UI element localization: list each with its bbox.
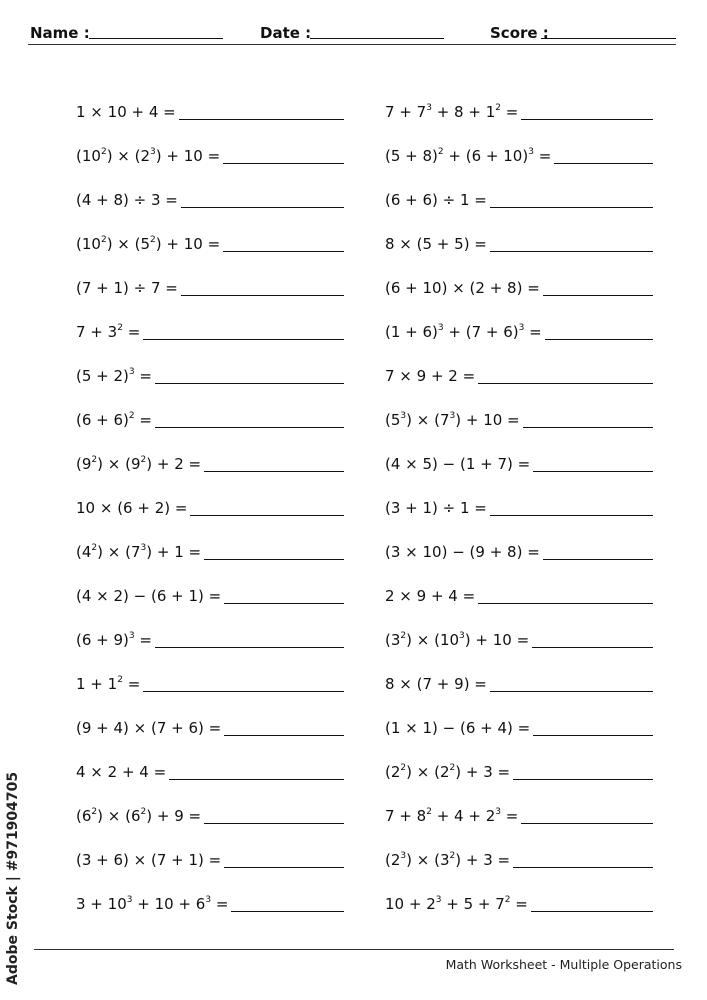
answer-blank[interactable] [532,647,653,648]
answer-blank[interactable] [155,647,344,648]
score-label: Score : [490,24,549,42]
answer-blank[interactable] [224,867,344,868]
answer-blank[interactable] [521,119,653,120]
problem-row [385,78,653,122]
answer-blank[interactable] [179,119,344,120]
problem-row [76,122,344,166]
exponent: 3 [528,147,534,157]
exponent: 3 [495,807,501,817]
answer-blank[interactable] [224,735,344,736]
problem-row [76,606,344,650]
problem-row [385,606,653,650]
problem-expression: $1 + 1^2$ = [76,675,141,693]
problem-expression: (4 × 5) − (1 + 7) = [385,455,531,473]
answer-blank[interactable] [231,911,344,912]
header-divider [28,44,676,45]
problem-row [76,738,344,782]
answer-blank[interactable] [545,339,653,340]
problem-expression: (4 × 2) − (6 + 1) = [76,587,222,605]
problem-row [385,254,653,298]
problem-expression: (4 + 8) ÷ 3 = [76,191,178,209]
problem-expression: $(5 + 2)^3$ = [76,367,152,385]
exponent: 2 [100,235,107,245]
answer-blank[interactable] [143,339,344,340]
problem-row [385,870,653,914]
problem-expression: 10 × (6 + 2) = [76,499,188,517]
problem-row [76,518,344,562]
answer-blank[interactable] [543,559,653,560]
answer-blank[interactable] [143,691,344,692]
answer-blank[interactable] [533,471,653,472]
problem-expression: $(6^2) \times (6^2) + 9$ = [76,807,202,825]
exponent: 2 [504,895,511,905]
problem-row [385,166,653,210]
exponent: 3 [140,543,147,553]
problem-expression: $7 + 8^2 + 4 + 2^3$ = [385,807,519,825]
problem-row [385,210,653,254]
problem-expression: (3 + 6) × (7 + 1) = [76,851,222,869]
problem-row [385,342,653,386]
problem-expression: $(2^3) \times (3^2) + 3$ = [385,851,511,869]
problem-row [385,430,653,474]
problem-expression: $(2^2) \times (2^2) + 3$ = [385,763,511,781]
problem-row [76,430,344,474]
problem-expression: $(10^2) \times (5^2) + 10$ = [76,235,221,253]
answer-blank[interactable] [204,471,344,472]
problem-expression: (3 + 1) ÷ 1 = [385,499,487,517]
exponent: 3 [400,411,407,421]
exponent: 3 [426,103,432,113]
problem-row [76,870,344,914]
problem-row [76,562,344,606]
problem-row [76,650,344,694]
date-field[interactable] [310,38,444,39]
exponent: 2 [437,147,444,157]
problem-row [385,738,653,782]
problem-row [76,342,344,386]
problem-expression: 8 × (7 + 9) = [385,675,487,693]
problem-expression: (9 + 4) × (7 + 6) = [76,719,222,737]
problem-expression: 1 × 10 + 4 = [76,103,176,121]
answer-blank[interactable] [490,251,653,252]
exponent: 2 [117,323,123,333]
problem-expression: (3 × 10) − (9 + 8) = [385,543,540,561]
problems-left-column [76,78,344,914]
problem-row [76,694,344,738]
answer-blank[interactable] [478,383,653,384]
exponent: 3 [435,895,442,905]
problem-expression: 8 × (5 + 5) = [385,235,487,253]
problem-expression: (7 + 1) ÷ 7 = [76,279,178,297]
worksheet-title: Math Worksheet - Multiple Operations [445,957,682,972]
answer-blank[interactable] [478,603,653,604]
exponent: 2 [140,455,147,465]
problem-row [76,254,344,298]
footer-divider [34,949,674,950]
exponent: 2 [100,147,107,157]
answer-blank[interactable] [223,251,344,252]
problem-expression: $(6 + 9)^3$ = [76,631,152,649]
problem-expression: $(9^2) \times (9^2) + 2$ = [76,455,202,473]
exponent: 2 [449,763,456,773]
exponent: 2 [91,807,98,817]
problem-row [385,122,653,166]
problem-row [76,210,344,254]
exponent: 2 [117,675,123,685]
date-label: Date : [260,24,312,42]
answer-blank[interactable] [521,823,653,824]
problem-row [385,782,653,826]
problem-expression: (6 + 6) ÷ 1 = [385,191,487,209]
exponent: 2 [449,851,456,861]
problem-expression: 7 × 9 + 2 = [385,367,476,385]
answer-blank[interactable] [190,515,344,516]
answer-blank[interactable] [224,603,344,604]
exponent: 3 [437,323,444,333]
answer-blank[interactable] [155,383,344,384]
problem-row [385,474,653,518]
exponent: 2 [426,807,432,817]
exponent: 3 [459,631,465,641]
exponent: 2 [400,631,407,641]
problem-expression: $7 + 7^3 + 8 + 1^2$ = [385,103,519,121]
problem-row [76,78,344,122]
problem-expression: $(3^2) \times (10^3) + 10$ = [385,631,530,649]
problem-expression: 4 × 2 + 4 = [76,763,167,781]
problem-expression: $(6 + 6)^2$ = [76,411,152,429]
answer-blank[interactable] [181,207,344,208]
answer-blank[interactable] [554,163,653,164]
problem-row [76,386,344,430]
problem-expression: $7 + 3^2$ = [76,323,141,341]
problem-row [385,298,653,342]
exponent: 2 [91,455,98,465]
problem-row [385,518,653,562]
problem-row [76,298,344,342]
problem-row [76,826,344,870]
exponent: 2 [495,103,501,113]
problem-row [76,782,344,826]
name-label: Name : [30,24,90,42]
score-field[interactable] [541,38,676,39]
answer-blank[interactable] [223,163,344,164]
problem-expression: $3 + 10^3 + 10 + 6^3$ = [76,895,229,913]
answer-blank[interactable] [513,779,653,780]
exponent: 3 [126,895,133,905]
problem-expression: $(5^3) \times (7^3) + 10$ = [385,411,520,429]
answer-blank[interactable] [490,691,653,692]
problem-expression: $(4^2) \times (7^3) + 1$ = [76,543,202,561]
answer-blank[interactable] [533,735,653,736]
name-field[interactable] [89,38,223,39]
exponent: 2 [400,763,407,773]
answer-blank[interactable] [513,867,653,868]
answer-blank[interactable] [169,779,344,780]
answer-blank[interactable] [543,295,653,296]
problem-expression: (1 × 1) − (6 + 4) = [385,719,531,737]
problem-expression: (6 + 10) × (2 + 8) = [385,279,540,297]
exponent: 2 [91,543,98,553]
stock-watermark: Adobe Stock | #971904705 [5,771,21,985]
exponent: 2 [140,807,147,817]
answer-blank[interactable] [523,427,653,428]
answer-blank[interactable] [204,823,344,824]
problem-expression: $10 + 2^3 + 5 + 7^2$ = [385,895,528,913]
problem-row [385,386,653,430]
answer-blank[interactable] [531,911,653,912]
answer-blank[interactable] [490,515,653,516]
problem-row [385,694,653,738]
problem-row [385,650,653,694]
exponent: 3 [128,367,135,377]
problem-row [76,474,344,518]
problem-expression: $(10^2) \times (2^3) + 10$ = [76,147,221,165]
answer-blank[interactable] [181,295,344,296]
problem-row [385,826,653,870]
answer-blank[interactable] [204,559,344,560]
problems-right-column [385,78,653,914]
worksheet-header [0,0,707,48]
exponent: 3 [150,147,156,157]
exponent: 3 [518,323,525,333]
exponent: 2 [128,411,135,421]
exponent: 2 [150,235,156,245]
exponent: 3 [449,411,456,421]
exponent: 3 [205,895,212,905]
problem-expression: $(5 + 8)^2 + (6 + 10)^3$ = [385,147,552,165]
problem-row [76,166,344,210]
answer-blank[interactable] [155,427,344,428]
problem-expression: 2 × 9 + 4 = [385,587,476,605]
exponent: 3 [400,851,407,861]
problem-row [385,562,653,606]
problem-expression: $(1 + 6)^3 + (7 + 6)^3$ = [385,323,542,341]
exponent: 3 [128,631,135,641]
answer-blank[interactable] [490,207,653,208]
